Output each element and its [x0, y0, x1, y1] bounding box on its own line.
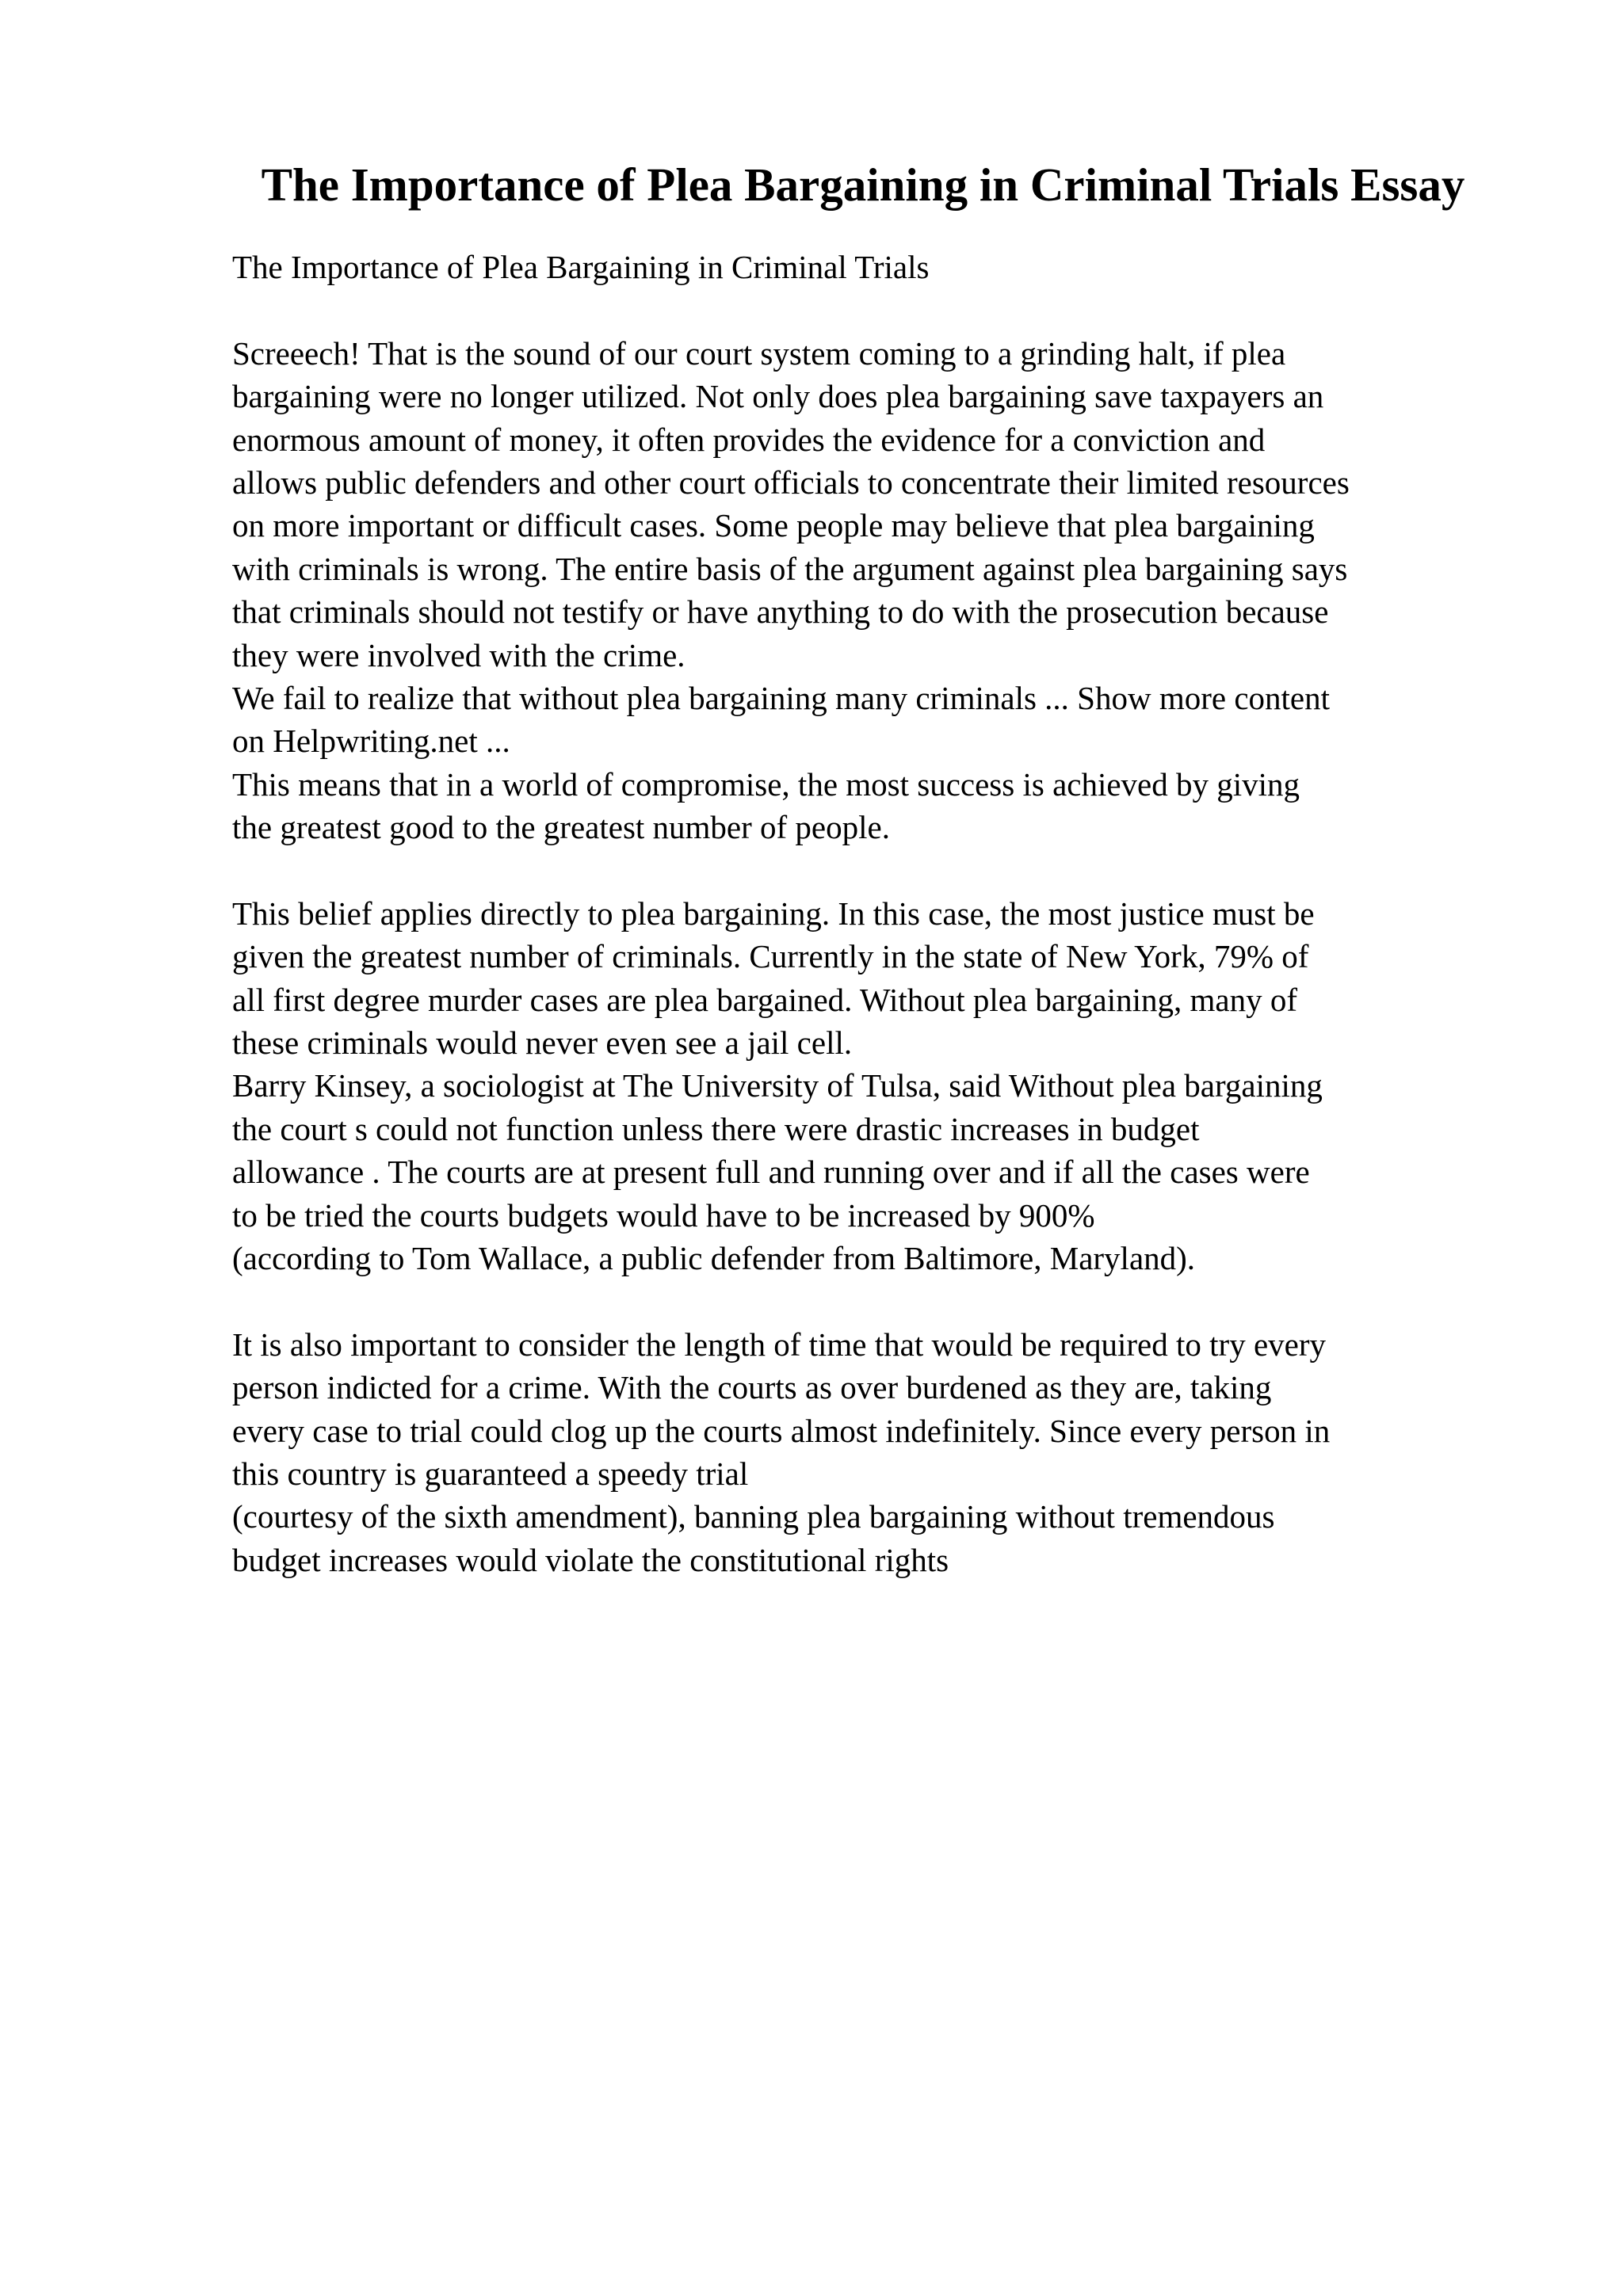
text-line: Screeech! That is the sound of our court system coming to a grinding halt, if plea	[232, 334, 1286, 372]
text-line: that criminals should not testify or have anything to do with the prosecution because	[232, 593, 1329, 631]
text-line: the court s could not function unless there were drastic increases in budget	[232, 1110, 1200, 1147]
text-line: on more important or difficult cases. Some people may believe that plea bargaining	[232, 507, 1315, 544]
text-line: enormous amount of money, it often provides the evidence for a conviction and	[232, 421, 1266, 458]
document-subtitle: The Importance of Plea Bargaining in Criminal Trials	[232, 249, 930, 285]
blank-line	[232, 288, 1595, 331]
document-body	[232, 246, 1595, 1581]
text-line: It is also important to consider the length of time that would be required to try every	[232, 1325, 1326, 1363]
text-line: (courtesy of the sixth amendment), banning plea bargaining without tremendous	[232, 1498, 1275, 1535]
text-line: bargaining were no longer utilized. Not only does plea bargaining save taxpayers an	[232, 378, 1324, 415]
paragraph-3	[232, 1323, 1595, 1581]
text-line: every case to trial could clog up the courts almost indefinitely. Since every person in	[232, 1412, 1331, 1449]
text-line: allowance . The courts are at present full and running over and if all the cases were	[232, 1154, 1310, 1191]
text-line: budget increases would violate the constitutional rights	[232, 1541, 949, 1578]
text-line: on Helpwriting.net ...	[232, 723, 510, 760]
document-title: The Importance of Plea Bargaining in Criminal Trials Essay	[261, 158, 1465, 211]
blank-line	[232, 849, 1595, 891]
text-line: all first degree murder cases are plea bargained. Without plea bargaining, many of	[232, 981, 1298, 1018]
text-line: this country is guaranteed a speedy trial	[232, 1455, 749, 1492]
text-line: Barry Kinsey, a sociologist at The University of Tulsa, said Without plea bargaining	[232, 1067, 1323, 1104]
text-line: This belief applies directly to plea bargaining. In this case, the most justice must be	[232, 894, 1315, 932]
text-line: (according to Tom Wallace, a public defender from Baltimore, Maryland).	[232, 1239, 1196, 1276]
text-line: This means that in a world of compromise, the most success is achieved by giving	[232, 765, 1300, 803]
text-line: these criminals would never even see a jail cell.	[232, 1024, 853, 1062]
text-line: to be tried the courts budgets would have to be increased by 900%	[232, 1196, 1095, 1234]
paragraph-1	[232, 332, 1595, 849]
text-line: with criminals is wrong. The entire basis of the argument against plea bargaining says	[232, 550, 1348, 587]
blank-line	[232, 1280, 1595, 1322]
paragraph-2	[232, 892, 1595, 1280]
text-line: person indicted for a crime. With the courts as over burdened as they are, taking	[232, 1369, 1272, 1406]
text-line: We fail to realize that without plea bargaining many criminals ... Show more content	[232, 679, 1330, 716]
text-line: allows public defenders and other court officials to concentrate their limited resources	[232, 463, 1350, 501]
text-line: given the greatest number of criminals. Currently in the state of New York, 79% of	[232, 938, 1309, 975]
text-line: the greatest good to the greatest number of people.	[232, 809, 890, 846]
text-line: they were involved with the crime.	[232, 636, 685, 673]
